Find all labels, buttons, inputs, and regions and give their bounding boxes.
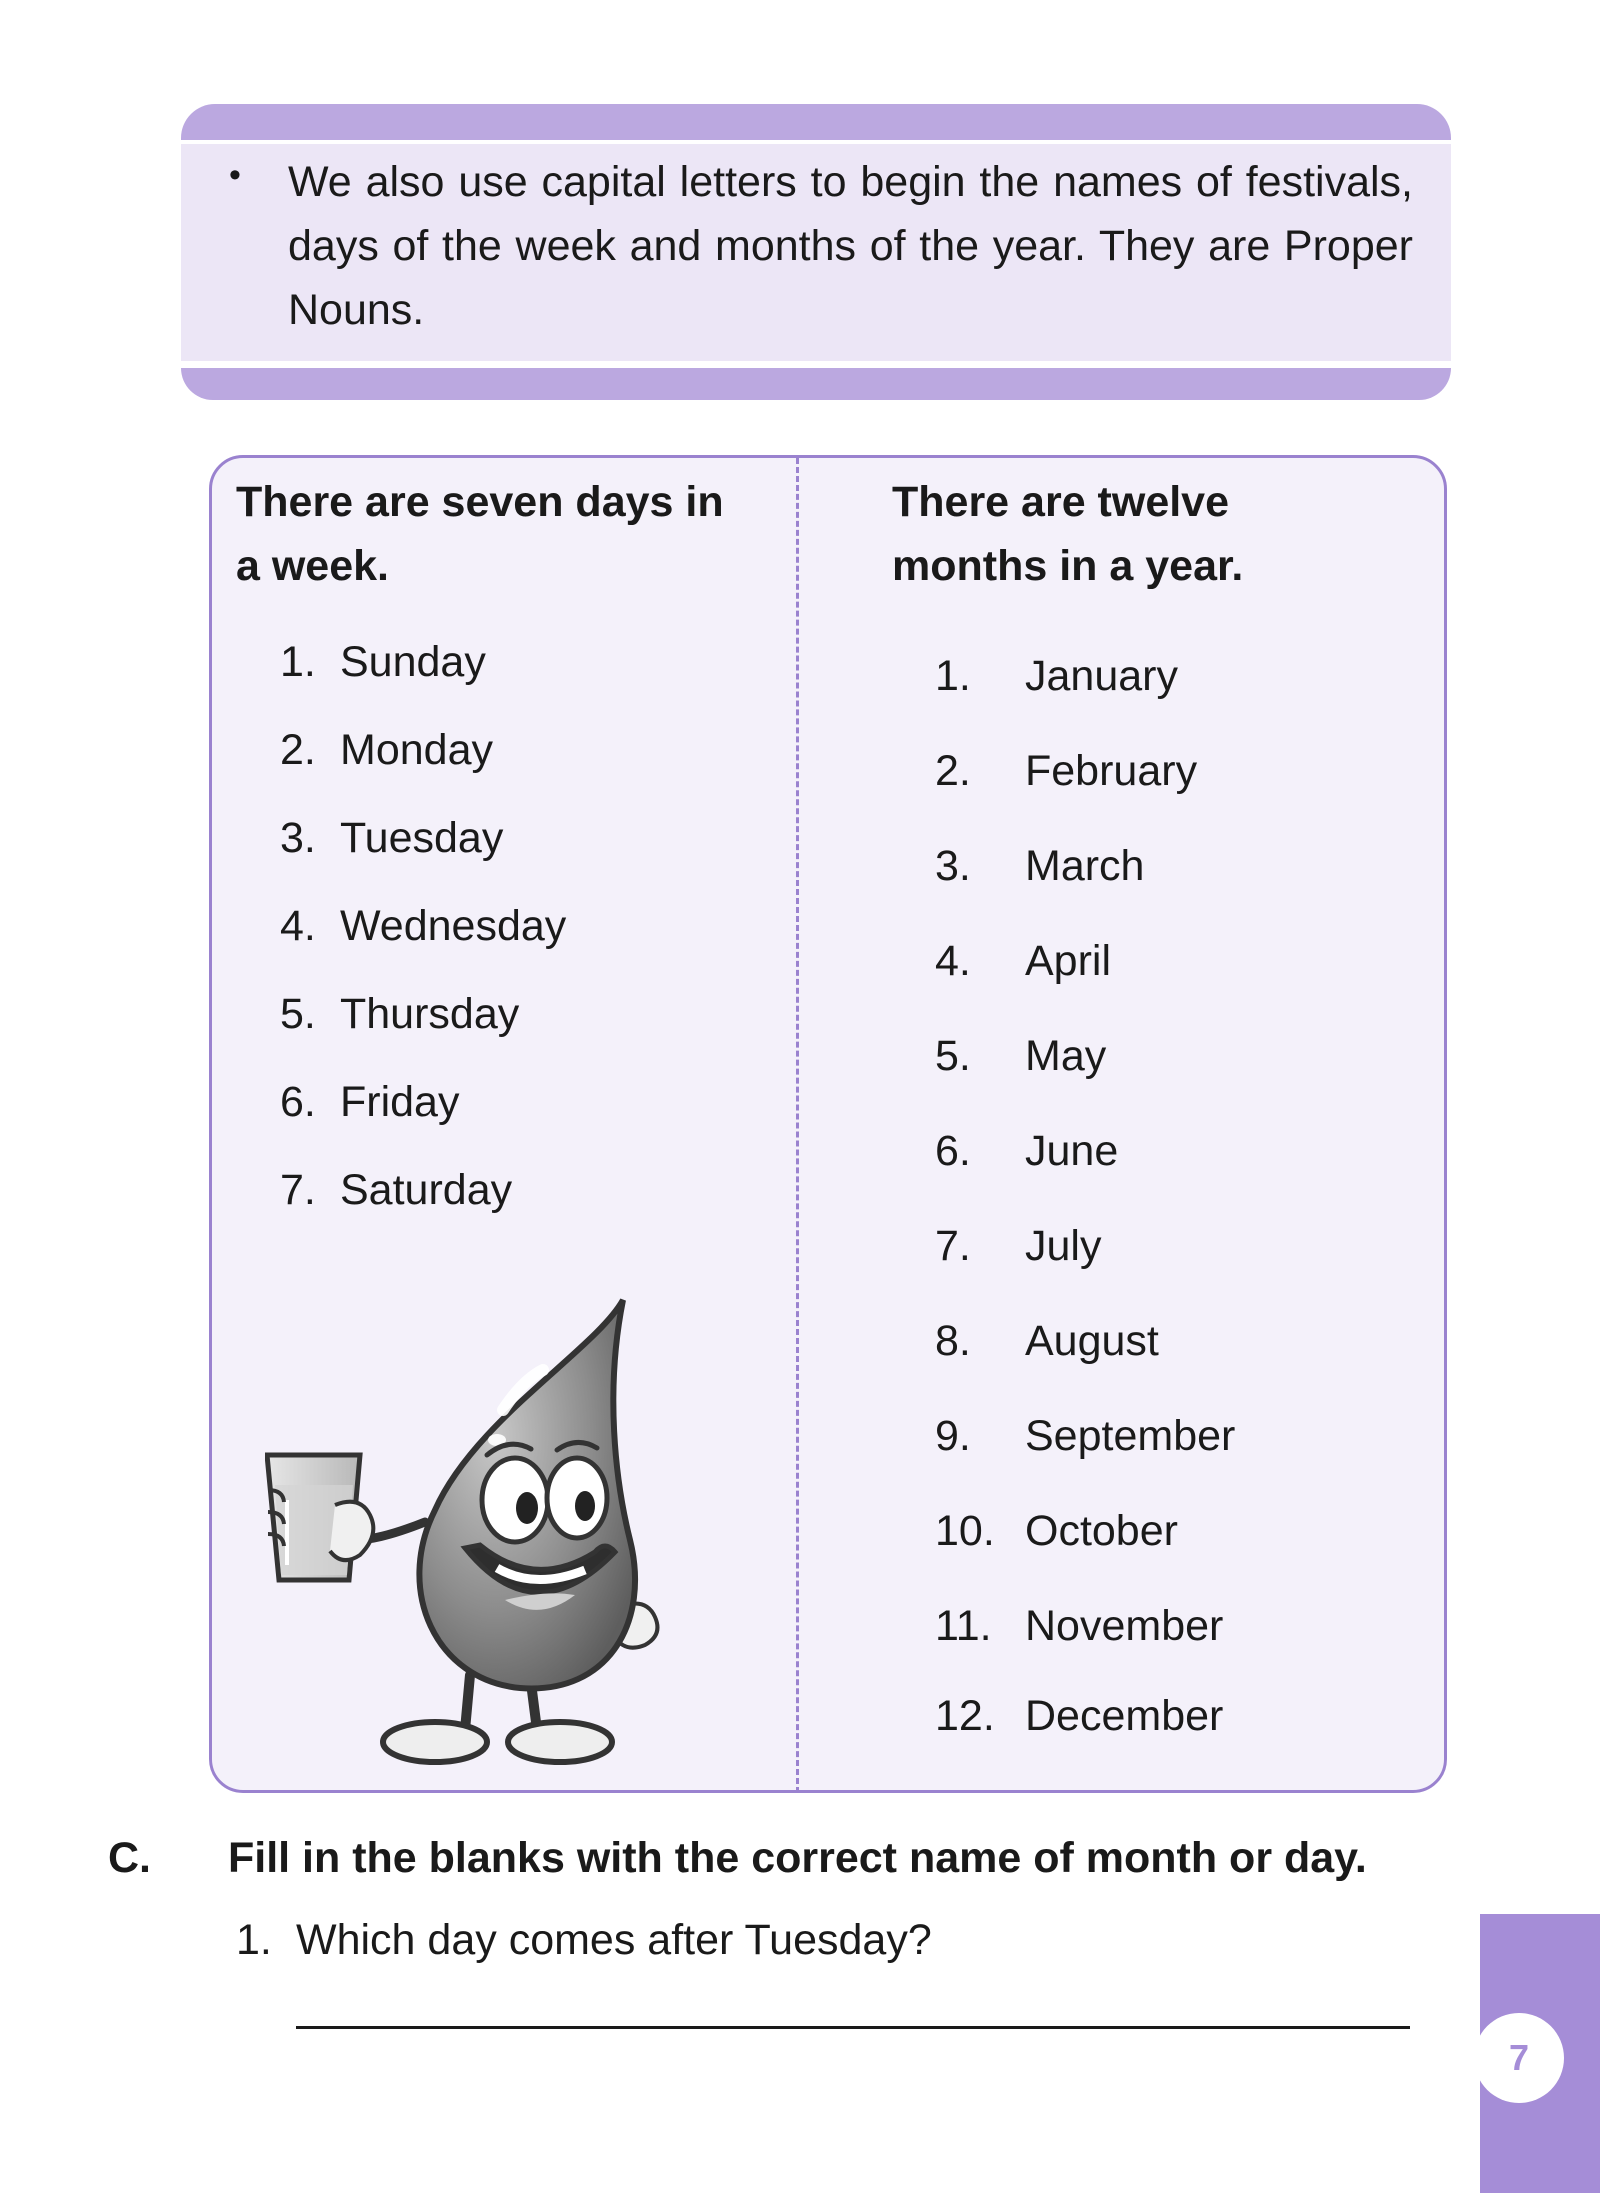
section-title: Fill in the blanks with the correct name of month or day. [228, 1834, 1367, 1882]
month-item: 8. August [935, 1317, 1159, 1365]
info-box [181, 104, 1451, 400]
month-item: 9. September [935, 1412, 1236, 1460]
water-drop-mascot-illustration [265, 1290, 745, 1780]
page-number: 7 [1474, 2013, 1564, 2103]
days-heading-line2: a week. [236, 542, 389, 590]
info-box-top-band [181, 104, 1451, 140]
month-item: 3. March [935, 842, 1145, 890]
day-item: 1. Sunday [280, 638, 486, 686]
days-heading [236, 470, 724, 598]
section-letter: C. [108, 1834, 151, 1882]
dashed-divider [796, 458, 799, 1793]
month-item: 6. June [935, 1127, 1119, 1175]
bullet-point: • [229, 156, 241, 194]
question-item [236, 1916, 932, 1965]
months-heading-line2: months in a year. [892, 542, 1244, 590]
question-text: Which day comes after Tuesday? [296, 1916, 932, 1964]
day-item: 6. Friday [280, 1078, 460, 1126]
day-item: 4. Wednesday [280, 902, 567, 950]
day-item: 2. Monday [280, 726, 493, 774]
month-item: 5. May [935, 1032, 1107, 1080]
question-number: 1. [236, 1916, 272, 1964]
month-item: 11. November [935, 1602, 1224, 1650]
month-item: 4. April [935, 937, 1112, 985]
day-item: 7. Saturday [280, 1166, 513, 1214]
info-text: We also use capital letters to begin the names of festivals, days of the week and months of the year. They are Proper Nouns. [288, 158, 1413, 334]
month-item: 10. October [935, 1507, 1178, 1555]
day-item: 5. Thursday [280, 990, 520, 1038]
days-heading-line1: There are seven days in [236, 478, 724, 526]
month-item: 12. December [935, 1692, 1224, 1740]
months-heading-line1: There are twelve [892, 478, 1230, 526]
months-heading [892, 470, 1243, 598]
month-item: 7. July [935, 1222, 1102, 1270]
answer-blank-line[interactable] [296, 2026, 1410, 2029]
month-item: 2. February [935, 747, 1198, 795]
month-item: 1. January [935, 652, 1178, 700]
info-box-bottom-band [181, 368, 1451, 400]
day-item: 3. Tuesday [280, 814, 504, 862]
